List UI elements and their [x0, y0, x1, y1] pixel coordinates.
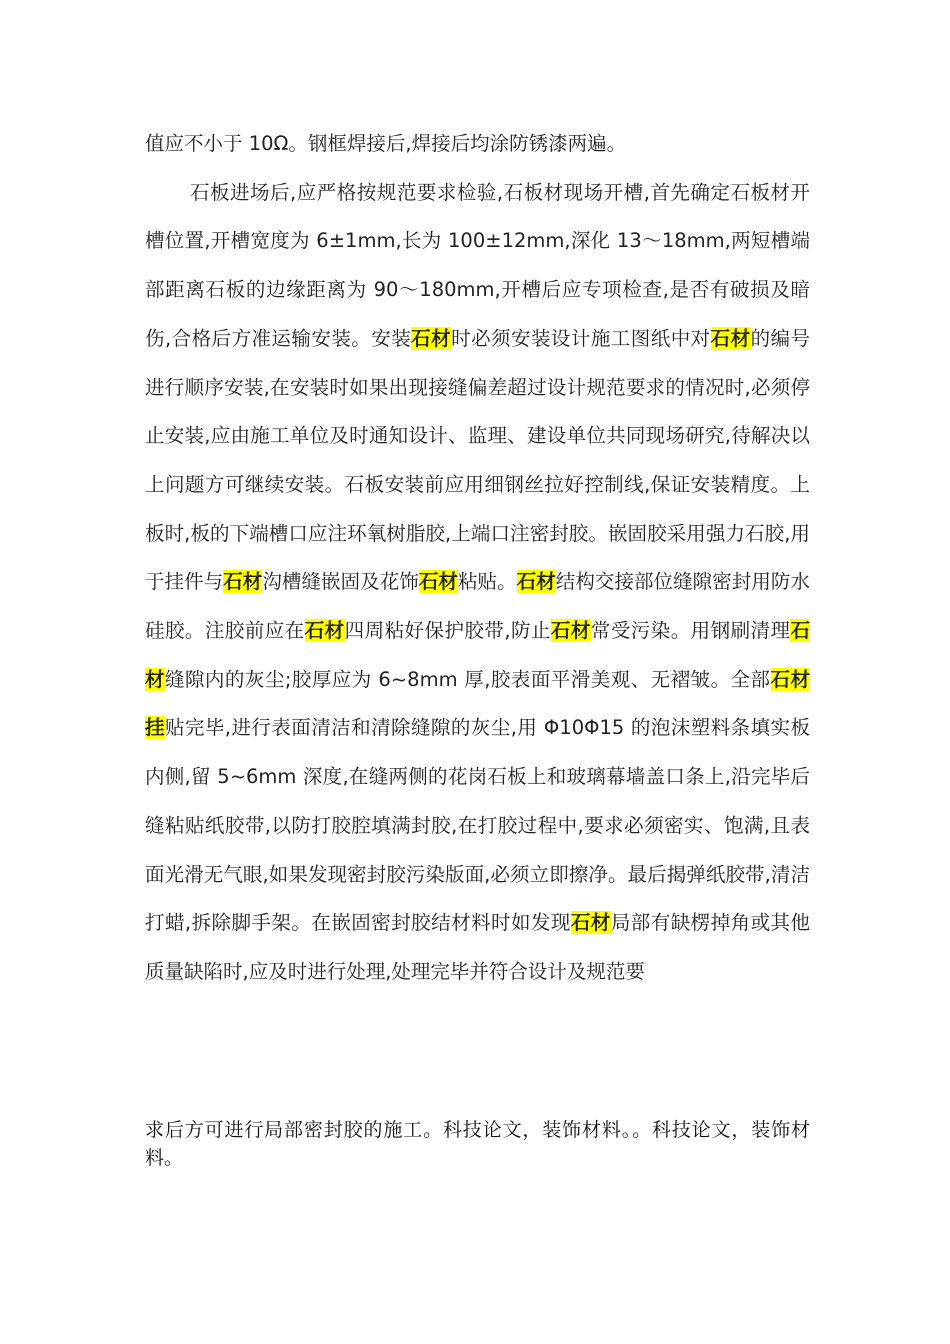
highlighted-term: 石材: [223, 570, 263, 594]
highlighted-term: 石材: [145, 619, 810, 691]
highlighted-term: 石材: [304, 619, 345, 643]
text-run: 结构交接部位缝隙密封用防水硅胶。注胶前应在: [145, 570, 810, 643]
text-run: 粘贴。: [457, 570, 517, 594]
text-run: 石板进场后,应严格按规范要求检验,石板材现场开槽,首先确定石板材开槽位置,开槽宽度为 6±1mm,长为 100±12mm,深化 13～18mm,两短槽端部距离石板的边缘距离为 90～180mm,开槽后应专项检查,是否有破损及暗伤,合格后方准运输安装。安装: [145, 180, 810, 350]
body-text: [145, 120, 810, 997]
highlighted-term: 石材: [550, 619, 591, 643]
highlighted-term: 石材: [418, 570, 458, 594]
paragraph-1: [145, 120, 810, 169]
text-run: 时必须安装设计施工图纸中对: [451, 326, 711, 350]
text-run: 缝隙内的灰尘;胶厚应为 6~8mm 厚,胶表面平滑美观、无褶皱。全部: [164, 667, 771, 691]
highlighted-term: 石材: [516, 570, 556, 594]
highlighted-term: 石材: [710, 326, 751, 350]
highlighted-term: 石材: [570, 911, 611, 935]
text-run: 沟槽缝嵌固及花饰: [262, 570, 419, 594]
text-run: 的编号进行顺序安装,在安装时如果出现接缝偏差超过设计规范要求的情况时,必须停止安装,应由施工单位及时通知设计、监理、建设单位共同现场研究,待解决以上问题方可继续安装。石板安装前应用细钢丝拉好控制线,保证安装精度。上板时,板的下端槽口应注环氧树脂胶,上端口注密封胶。嵌固胶采用强力石胶,用于挂件与: [145, 326, 810, 594]
text-run: 值应不小于 10Ω。钢框焊接后,焊接后均涂防锈漆两遍。: [145, 132, 627, 155]
highlighted-term: 石材: [411, 326, 452, 350]
paragraph-2: [145, 169, 810, 997]
text-run: 局部有缺楞掉角或其他质量缺陷时,应及时进行处理,处理完毕并符合设计及规范要: [145, 911, 810, 983]
text-run: 常受污染。用钢刷清理: [590, 619, 791, 643]
text-run: 贴完毕,进行表面清洁和清除缝隙的灰尘,用 Φ10Φ15 的泡沫塑料条填实板内侧,留 5~6mm 深度,在缝两侧的花岗石板上和玻璃幕墙盖口条上,沿完毕后缝粘贴纸胶带,以防打胶腔填满封胶,在打胶过程中,要求必须密实、饱满,且表面光滑无气眼,如果发现密封胶污染版面,必须立即擦净。最后揭弹纸胶带,清洁打蜡,拆除脚手架。在嵌固密封胶结材料时如发现: [145, 716, 810, 935]
highlighted-term: 石材挂: [145, 667, 810, 740]
text-run: 四周粘好保护胶带,防止: [344, 619, 551, 643]
paragraph-tail: 求后方可进行局部密封胶的施工。科技论文，装饰材料。。科技论文，装饰材料。: [145, 1119, 810, 1169]
